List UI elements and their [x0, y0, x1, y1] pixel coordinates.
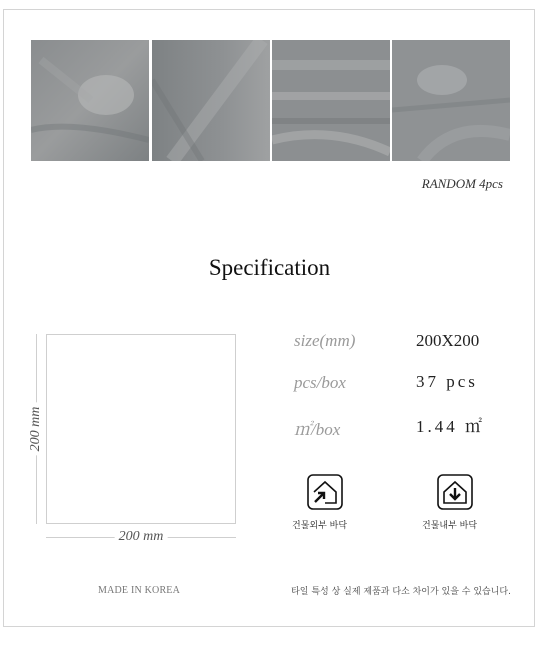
tile-image-3	[272, 40, 390, 161]
section-title: Specification	[208, 255, 331, 280]
spec-value-area: 1.44 ㎡	[416, 417, 485, 436]
house-interior-icon	[437, 474, 473, 510]
disclaimer-note: 타일 특성 상 실제 제품과 다소 차이가 있을 수 있습니다.	[291, 587, 511, 597]
interior-floor-label: 건물내부 바닥	[422, 521, 478, 531]
spec-value-pcs: 37 pcs	[416, 372, 478, 391]
spec-label-pcs: pcs/box	[294, 373, 346, 392]
exterior-floor-label: 건물외부 바닥	[292, 521, 348, 531]
spec-value-size: 200X200	[416, 331, 480, 350]
spec-label-area: ㎡/box	[294, 420, 341, 439]
origin-label: MADE IN KOREA	[98, 585, 181, 596]
spec-label-size: size(mm)	[294, 331, 356, 350]
height-dimension-label: 200 mm	[28, 403, 44, 456]
house-exterior-icon	[307, 474, 343, 510]
tile-caption: RANDOM 4pcs	[421, 176, 503, 191]
tile-image-2	[152, 40, 270, 161]
tile-image-4	[392, 40, 510, 161]
tile-size-diagram	[46, 334, 236, 524]
tile-preview-strip	[31, 40, 510, 161]
tile-image-1	[31, 40, 149, 161]
width-dimension-label: 200 mm	[115, 529, 168, 545]
